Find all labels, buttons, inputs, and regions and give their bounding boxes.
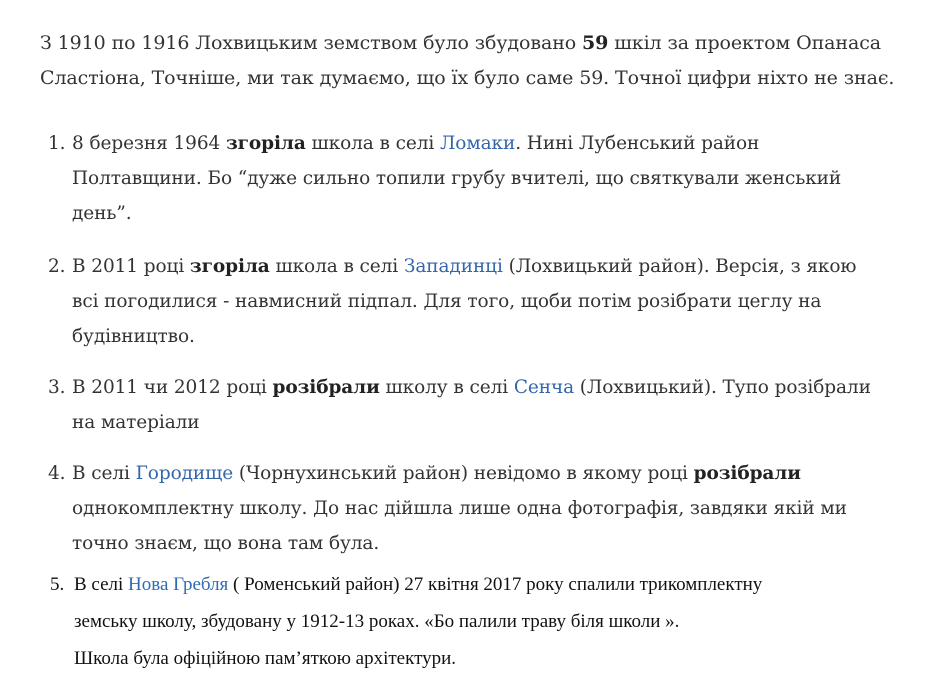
list-item-line: Школа була офіційною пам’яткою архітектури. [74,648,457,669]
list-item-line: однокомплектну школу. До нас дійшла лише одна фотографія, завдяки якій ми [72,498,847,519]
list-item-line [48,249,908,284]
intro-line-2: Сластіона, Точніше, ми так думаємо, що їх було саме 59. Точної цифри ніхто не знає. [40,67,895,89]
village-link-sencha[interactable]: Сенча [513,377,575,398]
list-item-line: будівництво. [72,326,195,347]
list-item-3 [48,370,908,440]
bold-keyword: розібрали [693,463,801,484]
village-link-zapadyntsi[interactable]: Западинці [403,256,503,277]
intro-paragraph [40,26,920,96]
item-text: школу в селі [379,377,514,398]
intro-text: З 1910 по 1916 Лохвицьким земством було збудовано [40,32,583,54]
list-item-line: Полтавщини. Бо “дуже сильно топили грубу вчителі, що святкували женський [72,168,842,189]
item-text: В селі [72,463,136,484]
list-number: 4. [48,463,66,484]
item-text: (Лохвицький район). Версія, з якою [502,256,857,277]
village-link-lomaky[interactable]: Ломаки [439,133,516,154]
list-item-2 [48,249,908,354]
village-link-nova-heblia[interactable]: Нова Гребля [128,574,229,595]
item-text: В селі [74,574,129,595]
bold-keyword: згоріла [225,133,306,154]
list-item-line [48,370,908,405]
list-item-line [48,126,908,161]
item-text: (Чорнухинський район) невідомо в якому році [233,463,694,484]
item-text: школа в селі [269,256,404,277]
list-item-line: на матеріали [72,412,200,433]
item-text: В 2011 чи 2012 році [72,377,273,398]
item-text: . Нині Лубенський район [515,133,760,154]
list-number: 2. [48,256,66,277]
intro-text: шкіл за проектом Опанаса [608,32,881,54]
list-number: 1. [48,133,66,154]
school-count: 59 [582,32,609,54]
list-item-line [50,566,910,603]
list-item-line: день”. [72,203,132,224]
item-text: ( Роменський район) 27 квітня 2017 року спалили трикомплектну [228,574,763,595]
list-number: 3. [48,377,66,398]
item-text: В 2011 році [72,256,190,277]
intro-line-1 [40,26,920,61]
list-item-5 [50,566,910,677]
village-link-horodyshche[interactable]: Городище [135,463,234,484]
item-text: 8 березня 1964 [72,133,226,154]
list-item-line [48,456,908,491]
list-item-line: точно знаєм, що вона там була. [72,533,380,554]
list-item-line: земську школу, збудовану у 1912-13 роках. «Бо палили траву біля школи ». [74,611,680,632]
item-text: (Лохвицький). Тупо розібрали [574,377,871,398]
bold-keyword: розібрали [272,377,380,398]
bold-keyword: згоріла [189,256,270,277]
list-item-line: всі погодилися - навмисний підпал. Для того, щоби потім розібрати цеглу на [72,291,822,312]
item-text: школа в селі [305,133,440,154]
list-number: 5. [50,574,65,595]
list-item-1 [48,126,908,231]
list-item-4 [48,456,908,561]
